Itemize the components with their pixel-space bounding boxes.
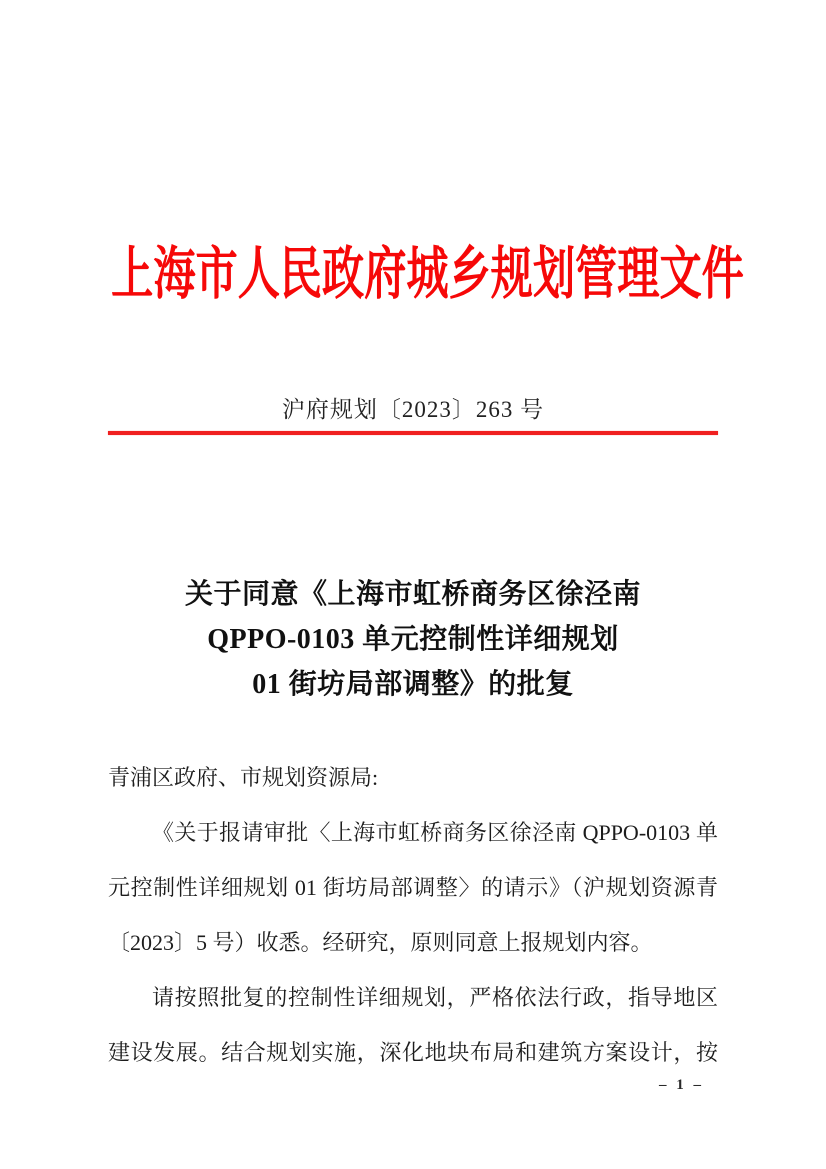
document-title-line-2: QPPO-0103 单元控制性详细规划 <box>207 624 619 655</box>
document-title-line-1: 关于同意《上海市虹桥商务区徐泾南 <box>184 579 641 610</box>
document-body <box>108 750 718 1080</box>
body-line: 元控制性详细规划 01 街坊局部调整〉的请示》（沪规划资源青 <box>108 875 718 900</box>
body-salutation: 青浦区政府、市规划资源局: <box>108 765 379 790</box>
masthead-title: 上海市人民政府城乡规划管理文件 <box>111 243 744 306</box>
body-line: 请按照批复的控制性详细规划，严格依法行政，指导地区 <box>152 985 718 1010</box>
body-line: 建设发展。结合规划实施，深化地块布局和建筑方案设计，按 <box>108 1040 718 1065</box>
body-line: 〔2023〕5 号）收悉。经研究，原则同意上报规划内容。 <box>108 930 653 955</box>
document-reference-number: 沪府规划〔2023〕263 号 <box>281 397 545 422</box>
document-title <box>0 572 826 707</box>
red-divider-line <box>108 431 718 435</box>
document-title-line-3: 01 街坊局部调整》的批复 <box>252 669 574 700</box>
masthead <box>0 228 826 310</box>
body-line: 《关于报请审批〈上海市虹桥商务区徐泾南 QPPO-0103 单 <box>152 820 718 845</box>
page-number: – 1 – <box>659 1077 704 1093</box>
